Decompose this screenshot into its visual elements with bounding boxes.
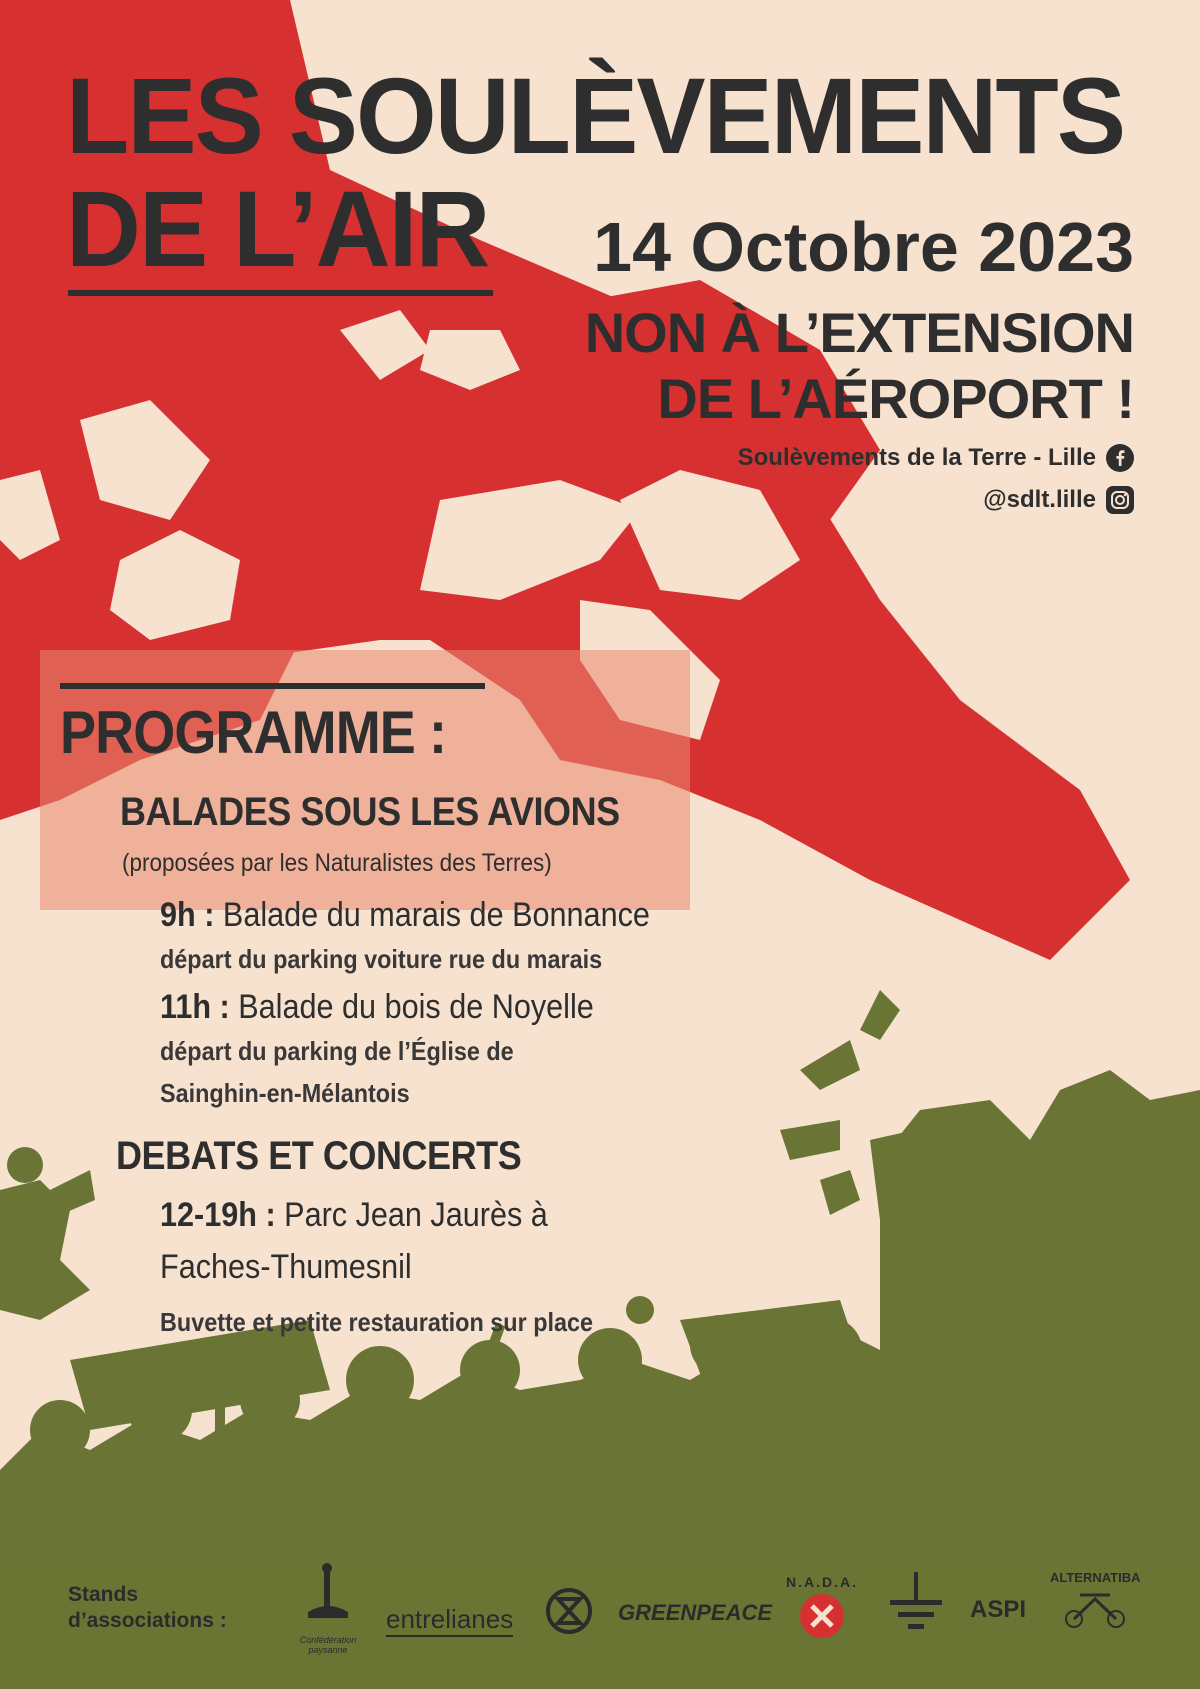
facebook-label: Soulèvements de la Terre - Lille	[737, 444, 1096, 471]
title-line-1: LES SOULÈVEMENTS	[66, 55, 1125, 176]
slogan-line-2: DE L’AÉROPORT !	[657, 367, 1134, 430]
stands-label	[68, 1582, 227, 1635]
greenpeace-logo: GREENPEACE	[618, 1600, 773, 1625]
facebook-icon	[1106, 444, 1134, 472]
stands-label-line-1: Stands	[68, 1583, 139, 1606]
concerts-time: 12-19h :	[160, 1196, 276, 1234]
alternatiba-text: ALTERNATIBA	[1050, 1570, 1141, 1585]
alternatiba-logo	[1050, 1570, 1141, 1634]
confederation-paysanne-text: Confédération paysanne	[299, 1635, 357, 1655]
concerts-title	[160, 1196, 548, 1235]
programme-heading: PROGRAMME :	[60, 699, 447, 766]
instagram-label: @sdlt.lille	[983, 486, 1096, 513]
walk-2-label: Balade du bois de Noyelle	[238, 988, 594, 1026]
walk-2-time: 11h :	[160, 988, 230, 1026]
walk-2-title	[160, 988, 594, 1027]
walk-1-detail: départ du parking voiture rue du marais	[160, 944, 603, 974]
title-line-2: DE L’AIR	[66, 168, 489, 289]
section-debats-title: DEBATS ET CONCERTS	[116, 1134, 522, 1178]
walk-1-time: 9h :	[160, 896, 215, 934]
concerts-place-line-1: Parc Jean Jaurès à	[284, 1196, 548, 1234]
walk-1-title	[160, 896, 650, 935]
walk-1-label: Balade du marais de Bonnance	[222, 896, 650, 934]
facebook-link[interactable]	[738, 444, 1134, 472]
confederation-paysanne-logo	[288, 1560, 368, 1655]
event-date: 14 Octobre 2023	[593, 208, 1134, 286]
stands-label-line-2: d’associations :	[68, 1609, 227, 1633]
walk-2-detail-1: départ du parking de l’Église de	[160, 1036, 514, 1066]
nada-text: N.A.D.A.	[786, 1574, 858, 1590]
ground-symbol-icon	[886, 1572, 946, 1641]
instagram-link[interactable]	[983, 486, 1134, 514]
programme-overline	[60, 683, 485, 689]
aspi-logo: ASPI	[970, 1596, 1027, 1623]
section-balades-title: BALADES SOUS LES AVIONS	[120, 790, 620, 834]
refreshments-note: Buvette et petite restauration sur place	[160, 1307, 594, 1337]
instagram-icon	[1106, 486, 1134, 514]
title-underline	[68, 290, 493, 296]
concerts-place-line-2: Faches-Thumesnil	[160, 1248, 412, 1286]
section-balades-subtitle: (proposées par les Naturalistes des Terres)	[122, 849, 552, 877]
entrelianes-logo: entrelianes	[386, 1604, 513, 1637]
extinction-rebellion-icon	[544, 1586, 594, 1641]
slogan-line-1: NON À L’EXTENSION	[584, 301, 1134, 364]
nada-logo	[786, 1574, 858, 1647]
walk-2-detail-2: Sainghin-en-Mélantois	[160, 1078, 410, 1108]
